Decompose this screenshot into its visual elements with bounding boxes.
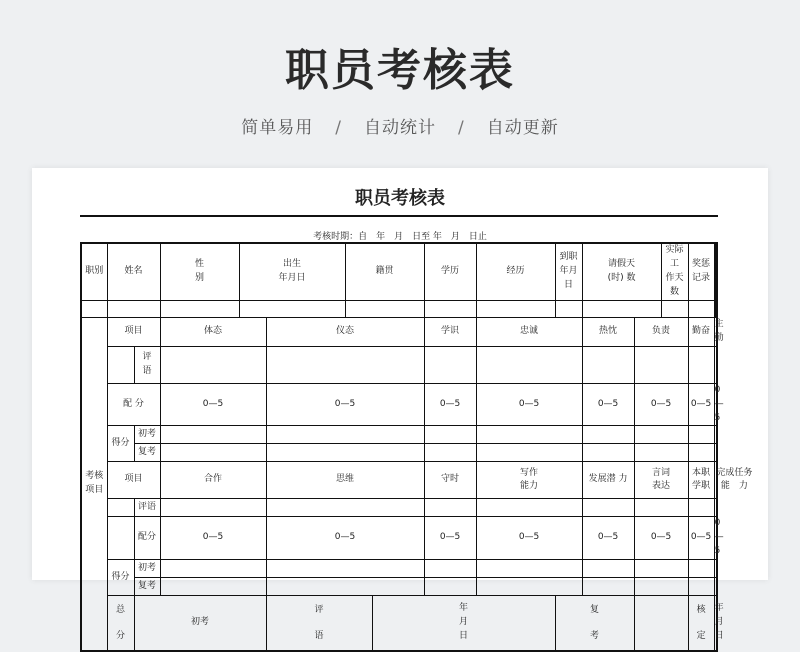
score-review-row-a [81,444,717,462]
score-cell[interactable] [476,426,582,444]
hire-line-1: 到职 [559,251,578,262]
score-cell[interactable] [634,426,688,444]
weight-a-6: 0—5 [688,383,714,426]
score-cell[interactable] [714,578,717,596]
comment-cell[interactable] [688,346,714,383]
group-label-text: 考核项目 [85,470,104,495]
birth-line-2: 年月日 [278,272,306,283]
comment-cell[interactable] [714,346,717,383]
comment-cell[interactable] [714,499,717,517]
score-cell[interactable] [160,426,266,444]
score-cell[interactable] [476,444,582,462]
score-cell[interactable] [266,444,424,462]
weight-b-2: 0—5 [424,517,476,560]
comment-cell[interactable] [582,499,634,517]
item-label: 项目 [107,317,160,346]
info-cell[interactable] [582,300,661,317]
comment-cell[interactable] [160,346,266,383]
items-row-b [81,462,717,499]
item-a-6: 勤奋 [688,317,714,346]
info-cell[interactable] [239,300,345,317]
header-position: 职别 [81,243,107,300]
header-workdays [661,243,688,300]
score-label: 得分 [107,426,134,462]
weight-label: 配分 [134,517,160,560]
workdays-line-2: 作天数 [665,272,684,297]
comment-cell[interactable] [634,346,688,383]
score-cell[interactable] [714,560,717,578]
weight-b-3: 0—5 [476,517,582,560]
info-cell[interactable] [81,300,107,317]
weight-a-2: 0—5 [424,383,476,426]
weight-b-6: 0—5 [688,517,714,560]
item-a-0: 体态 [160,317,266,346]
info-cell[interactable] [424,300,476,317]
comment-cell[interactable] [476,499,582,517]
info-cell[interactable] [476,300,555,317]
score-initial-row-a [81,426,717,444]
leave-line-1: 请假天 [608,258,636,269]
hire-line-2: 年月日 [559,265,578,290]
initial-label: 初考 [134,426,160,444]
item-b-7 [714,462,753,499]
score-cell[interactable] [160,444,266,462]
item-b-2: 守时 [424,462,476,499]
footer-date-text: 年月日 [459,603,469,641]
feature-auto-stats: 自动统计 [364,118,436,138]
header-education: 学历 [424,243,476,300]
header-origin: 籍贯 [345,243,424,300]
score-cell[interactable] [688,578,714,596]
comment-cell[interactable] [424,499,476,517]
form-paper [32,168,768,641]
score-cell[interactable] [424,578,476,596]
weight-row-b [81,517,717,560]
info-cell[interactable] [107,300,160,317]
weight-indent [107,517,134,560]
comment-cell[interactable] [688,499,714,517]
score-cell[interactable] [582,426,634,444]
comment-cell[interactable] [160,499,266,517]
item-b-3-text: 写作能力 [520,467,539,492]
birth-line-1: 出生 [283,258,302,269]
header-birth [239,243,345,300]
item-b-1: 思维 [266,462,424,499]
weight-label: 配 分 [107,383,160,426]
comment-cell[interactable] [476,346,582,383]
banner-features [0,113,800,138]
header-rewards [688,243,714,300]
assessment-table [80,242,753,652]
comment-char-1: 评 [142,351,152,362]
score-cell[interactable] [634,444,688,462]
score-cell[interactable] [714,444,717,462]
weight-row-a [81,383,717,426]
header-experience: 经历 [476,243,555,300]
score-label: 得分 [107,560,134,596]
comment-label: 评语 [134,499,160,517]
weight-a-1: 0—5 [266,383,424,426]
comment-row-a [81,346,717,383]
footer-review-text: 复考 [590,604,600,641]
item-a-5: 负责 [634,317,688,346]
item-b-0: 合作 [160,462,266,499]
weight-a-4: 0—5 [582,383,634,426]
info-cell[interactable] [714,300,715,317]
comment-row-b [81,499,717,517]
weight-b-7: 0—5 [714,517,717,560]
info-cell[interactable] [555,300,582,317]
score-cell[interactable] [424,444,476,462]
info-cell[interactable] [688,300,714,317]
banner-title: 职员考核表 [285,45,515,96]
footer-row [81,596,717,651]
score-cell[interactable] [266,560,424,578]
title-divider [80,215,718,217]
comment-indent [107,346,134,383]
score-cell[interactable] [688,560,714,578]
footer-date-2 [714,596,724,651]
comment-cell[interactable] [634,499,688,517]
footer-comment [266,596,372,651]
score-cell[interactable] [476,578,582,596]
leave-line-2: (时) 数 [607,272,636,283]
score-cell[interactable] [582,578,634,596]
item-b-5 [634,462,688,499]
score-cell[interactable] [714,426,717,444]
score-cell[interactable] [688,444,714,462]
comment-indent [107,499,134,517]
comment-cell[interactable] [424,346,476,383]
feature-separator: / [335,118,342,138]
score-cell[interactable] [476,560,582,578]
rewards-line-1: 奖惩 [692,258,711,269]
rewards-line-2: 记录 [692,272,711,283]
info-cell[interactable] [160,300,239,317]
score-cell[interactable] [266,426,424,444]
footer-verify [688,596,714,651]
gender-label: 性别 [195,258,205,283]
initial-label: 初考 [134,560,160,578]
feature-easy: 简单易用 [241,118,314,138]
header-row [81,243,717,300]
document-title: 职员考核表 [355,188,445,209]
review-label: 复考 [134,444,160,462]
feature-separator: / [458,118,465,138]
score-cell[interactable] [266,578,424,596]
item-a-1: 仪态 [266,317,424,346]
score-cell[interactable] [160,560,266,578]
info-cell[interactable] [661,300,688,317]
header-name: 姓名 [107,243,160,300]
comment-cell[interactable] [582,346,634,383]
weight-b-5: 0—5 [634,517,688,560]
item-label: 项目 [107,462,160,499]
score-cell[interactable] [424,426,476,444]
footer-review [555,596,634,651]
item-b-6 [688,462,714,499]
weight-a-3: 0—5 [476,383,582,426]
item-a-3: 忠诚 [476,317,582,346]
weight-b-0: 0—5 [160,517,266,560]
weight-b-1: 0—5 [266,517,424,560]
item-a-4: 热忱 [582,317,634,346]
employee-info-row [81,300,717,317]
total-label-text: 总分 [116,604,126,641]
footer-date [372,596,555,651]
score-cell[interactable] [688,426,714,444]
review-label: 复考 [134,578,160,596]
item-a-7: 主動 [714,317,717,346]
assessment-period: 考核时期：自 年 月 日至 年 月 日止 [313,232,487,242]
score-cell[interactable] [160,578,266,596]
item-b-4: 发展潜 力 [582,462,634,499]
score-cell[interactable] [424,560,476,578]
footer-initial: 初考 [134,596,266,651]
footer-date-2-text: 年月日 [714,603,724,641]
score-cell[interactable] [582,560,634,578]
item-a-2: 学识 [424,317,476,346]
footer-verify-text: 核定 [696,604,706,641]
feature-auto-update: 自动更新 [486,118,559,138]
header-leave [582,243,661,300]
assessment-group-label [81,317,107,651]
comment-char-2: 语 [142,365,152,376]
items-row-a [81,317,717,346]
comment-label [134,346,160,383]
comment-cell[interactable] [266,499,424,517]
total-label [107,596,134,651]
score-cell[interactable] [634,560,688,578]
weight-a-7: 0—5 [714,383,717,426]
info-cell[interactable] [345,300,424,317]
score-review-row-b [81,578,717,596]
header-hire-date [555,243,582,300]
score-initial-row-b [81,560,717,578]
comment-cell[interactable] [266,346,424,383]
item-b-5-text: 言词表达 [652,467,671,492]
workdays-line-1: 实际工 [665,245,684,269]
header-gender [160,243,239,300]
score-cell[interactable] [634,578,688,596]
item-b-7-text: 完成任务能 力 [716,467,753,492]
weight-a-5: 0—5 [634,383,688,426]
footer-comment-text: 评语 [314,604,324,641]
item-b-6-text: 本职学职 [692,467,711,492]
weight-a-0: 0—5 [160,383,266,426]
footer-review-cell[interactable] [634,596,688,651]
weight-b-4: 0—5 [582,517,634,560]
item-b-3 [476,462,582,499]
score-cell[interactable] [582,444,634,462]
header-remarks [714,243,715,300]
